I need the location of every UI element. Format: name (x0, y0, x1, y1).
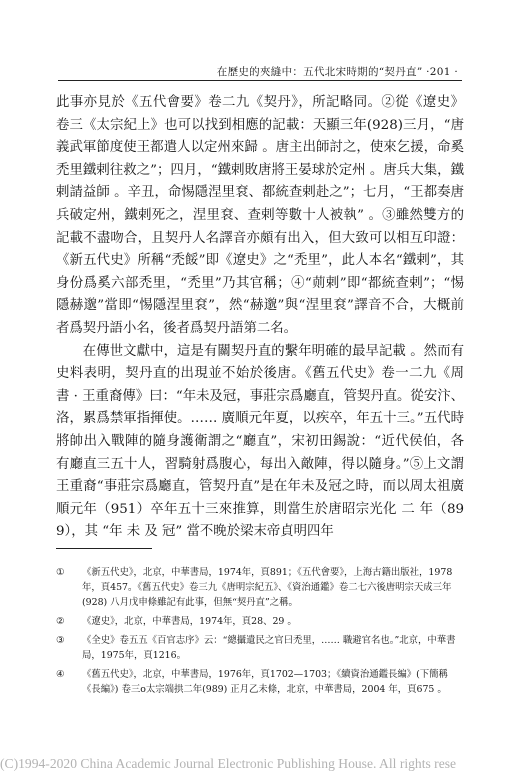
footnote-4 (56, 667, 456, 697)
footnote-2 (56, 614, 456, 629)
running-header: 在歷史的夾縫中：五代北宋時期的“契丹直” ·201 · (216, 66, 458, 78)
footnote-text: 《舊五代史》，北京，中華書局，1976年，頁1702—1703；《續資治通鑑長編》(下簡稱《長編》) 卷三o太宗端拱二年(989) 正月乙未條，北京，中華書局，2004 年，頁675 。 (82, 669, 448, 695)
footnotes (56, 565, 456, 701)
footnote-text: 《遼史》，北京，中華書局，1974年，頁28、29 。 (82, 616, 297, 627)
footnote-marker: ② (56, 616, 65, 627)
footnote-rule (56, 548, 152, 549)
copyright-watermark: (C)1994-2020 China Academic Journal Electronic Publishing House. All rights rese (0, 756, 457, 771)
paragraph-1: 此事亦見於《五代會要》卷二九《契丹》，所記略同。②從《遼史》卷三《太宗紀上》也可以找到相應的記載：天顯三年(928)三月，“唐義武軍節度使王都遣人以定州來歸 。唐主出師討之，使來乞援，命奚禿里鐵剌往救之”；四月，“鐵剌敗唐將王晏球於定州 。唐兵大集，鐵剌請益師 。辛丑，命惕隱涅里袞、都統查剌赴之”；七月，“王都奏唐兵破定州，鐵剌死之，涅里袞、查剌等數十人被執” 。③雖然雙方的記載不盡吻合，且契丹人名譯音亦頗有出入，但大致可以相互印證：《新五代史》所稱“禿餒”即《遼史》之“禿里”，此人本名“鐵剌”，其身份爲奚六部禿里，“禿里”乃其官稱；④“荝剌”即“都統查剌”；“惕隱赫邈”當即“惕隱涅里袞”，然“赫邈”與“涅里袞”譯音不合，大概前者爲契丹語小名，後者爲契丹語第二名。 (56, 95, 464, 336)
footnote-marker: ④ (56, 669, 65, 680)
footnote-text: 《全史》卷五五《百官志序》云：“總攝遺民之官曰禿里，…… 職避官名也。”北京，中華書局，1975年，頁1216。 (82, 635, 456, 661)
footnote-1 (56, 565, 456, 610)
main-body-text (56, 92, 464, 544)
footnote-text: 《新五代史》，北京，中華書局，1974年，頁891；《五代會要》，上海古籍出版社，1978年，頁457。《舊五代史》卷三九《唐明宗紀五》、《資治通鑑》卷二七六後唐明宗天成三年(928) 八月戊申條雖記有此事，但無“契丹直”之稱。 (82, 567, 453, 608)
paragraph-2: 在傳世文獻中，這是有關契丹直的繫年明確的最早記載 。然而有史料表明，契丹直的出現並不始於後唐。《舊五代史》卷一二九《周書 · 王重裔傳》曰：“年未及冠，事莊宗爲廳直，管契丹直。從安汴、洛，累爲禁軍指揮使。…… 廣順元年夏，以疾卒，年五十三。”五代時將帥出入戰陣的隨身護衛謂之“廳直”，宋初田錫說：“近代侯伯，各有廳直三五十人，習騎射爲腹心，每出入敵陣，得以隨身。”⑤上文謂王重裔“事莊宗爲廳直，管契丹直”是在年未及冠之時，而以周太祖廣順元年（951）卒年五十三來推算，則當生於唐昭宗光化 二 年（899），其 “年 未 及 冠” 當不晚於梁末帝貞明四年 (56, 343, 464, 540)
footnote-3 (56, 633, 456, 663)
header-rule (58, 80, 462, 81)
footnote-marker: ③ (56, 635, 65, 646)
footnote-marker: ① (56, 567, 65, 578)
